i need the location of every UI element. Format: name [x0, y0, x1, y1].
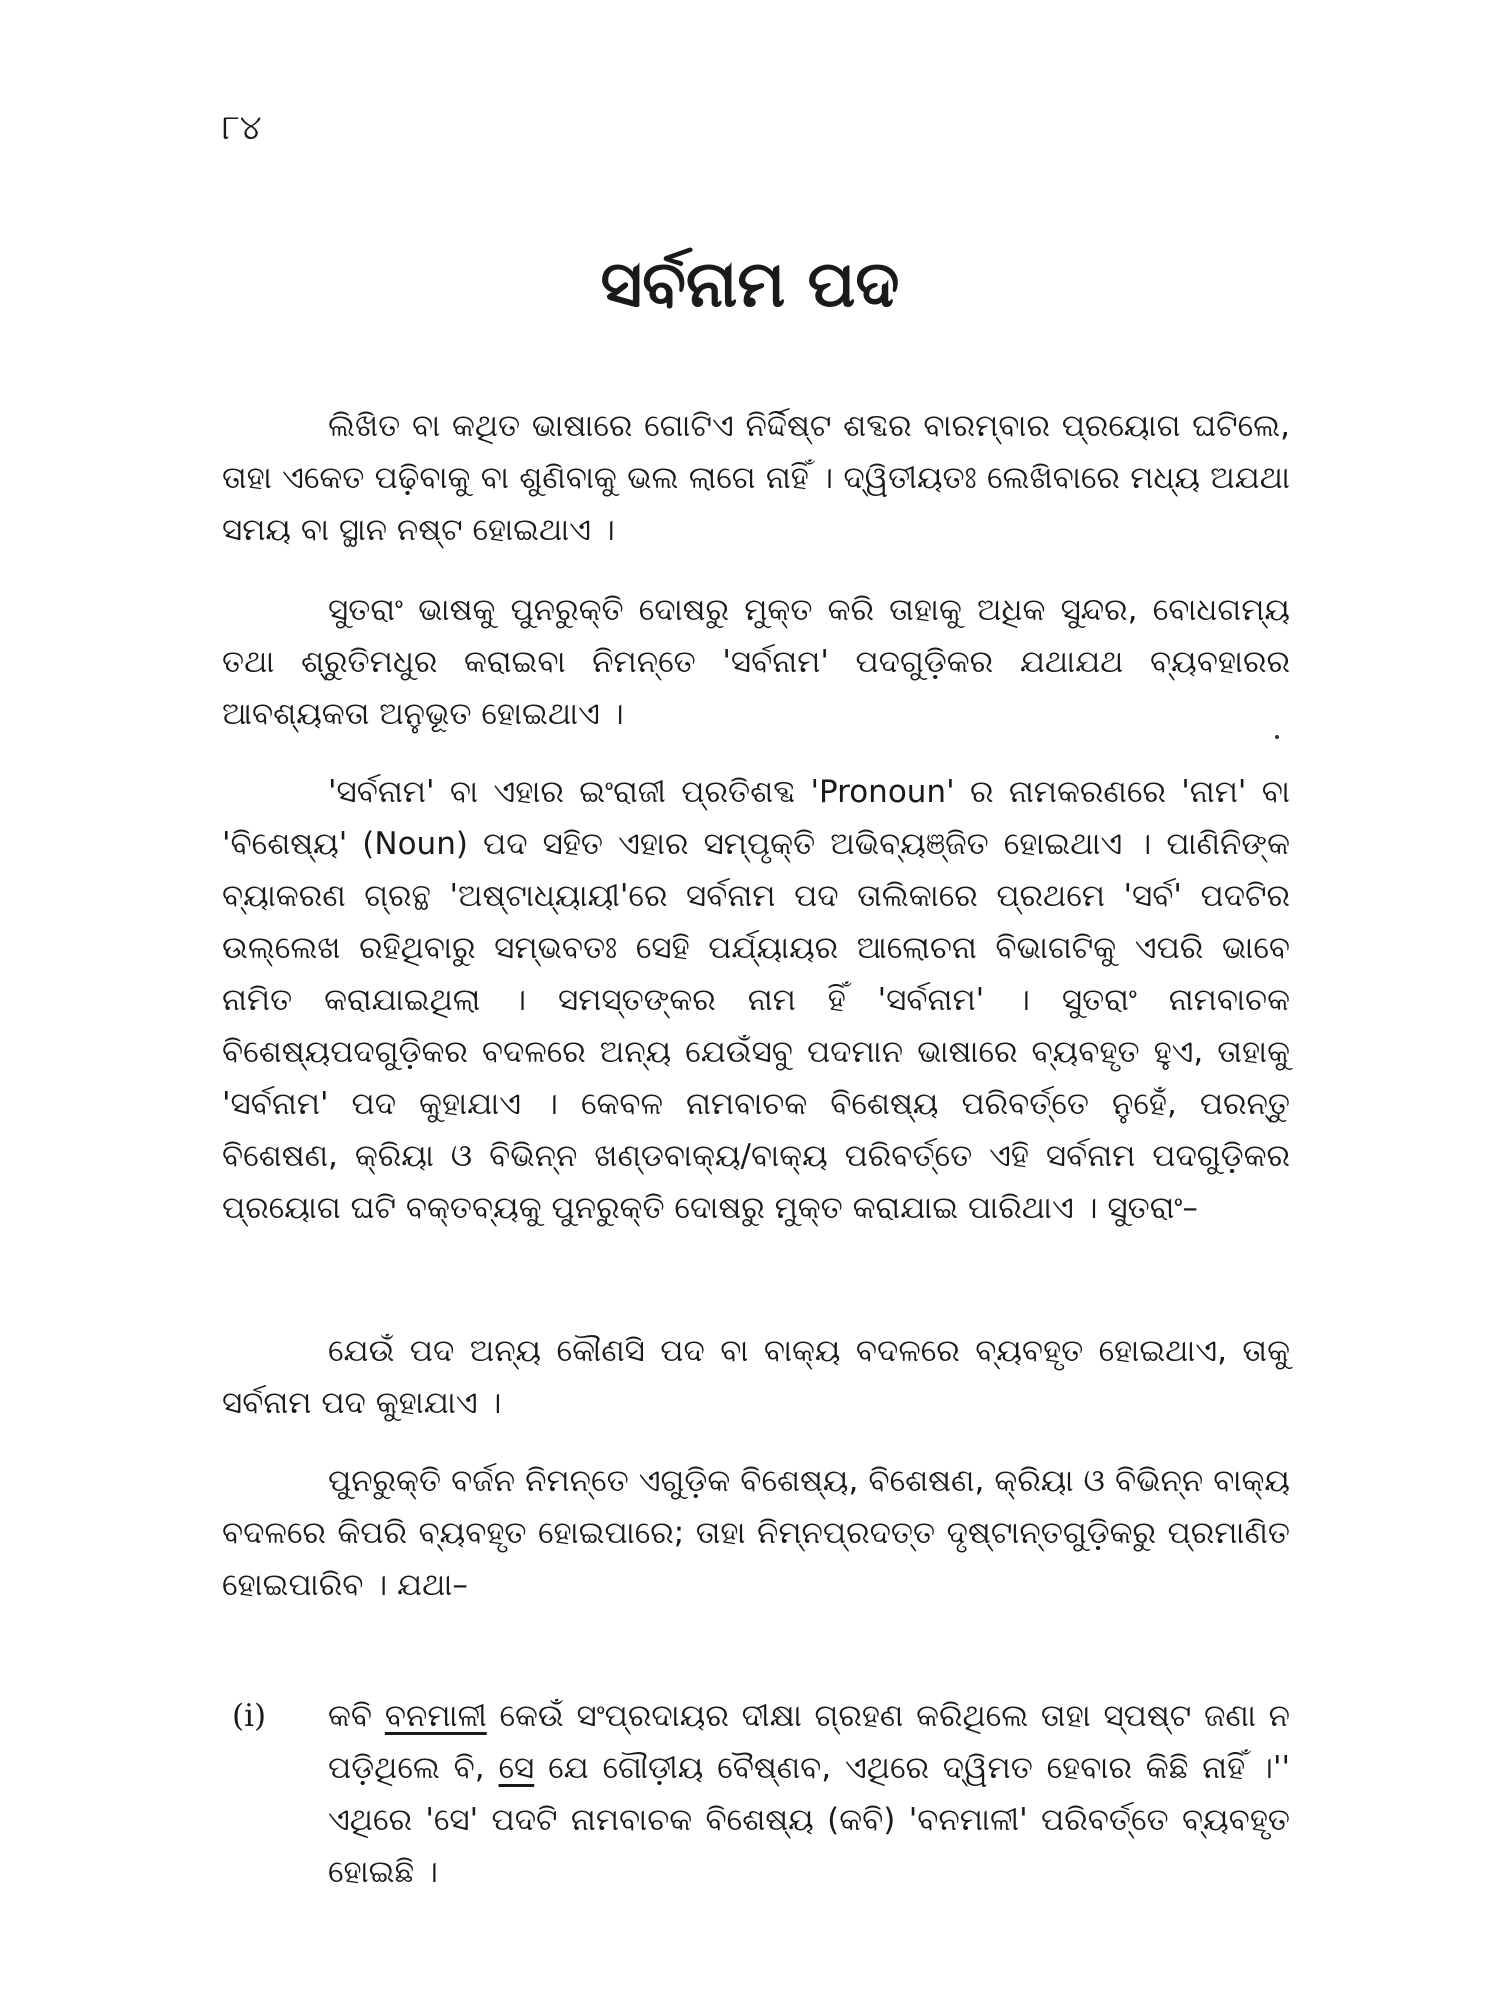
example-text-part2: କେଉଁ ସଂପ୍ରଦାୟର ଦୀକ୍ଷା ଗ୍ରହଣ କରିଥିଲେ ତାହା ସ୍ପଷ୍ଟ ଜଣା ନ ପଡ଼ିଥିଲେ ବି,: [328, 1698, 1291, 1786]
paragraph-3: [222, 766, 1290, 1234]
paragraph-1-text: ଲିଖିତ ବା କଥିତ ଭାଷାରେ ଗୋଟିଏ ନିର୍ଦ୍ଦିଷ୍ଟ ଶବ୍ଦର ବାରମ୍ବାର ପ୍ରୟୋଗ ଘଟିଲେ, ତାହା ଏକେତ ପଢ଼ିବାକୁ ବା ଶୁଣିବାକୁ ଭଲ ଲାଗେ ନାହିଁ । ଦ୍ୱିତୀୟତଃ ଲେଖିବାରେ ମଧ୍ୟ ଅଯଥା ସମୟ ବା ସ୍ଥାନ ନଷ୍ଟ ହୋଇଥାଏ ।: [222, 408, 1290, 548]
paragraph-5-text: ପୁନରୁକ୍ତି ବର୍ଜନ ନିମନ୍ତେ ଏଗୁଡ଼ିକ ବିଶେଷ୍ୟ, ବିଶେଷଣ, କ୍ରିୟା ଓ ବିଭିନ୍ନ ବାକ୍ୟ ବଦଳରେ କିପରି ବ୍ୟବହୃତ ହୋଇପାରେ; ତାହା ନିମ୍ନପ୍ରଦତ୍ତ ଦୃଷ୍ଟାନ୍ତଗୁଡ଼ିକରୁ ପ୍ରମାଣିତ ହୋଇପାରିବ । ଯଥା–: [222, 1463, 1290, 1603]
page-number: ୮୪: [222, 108, 262, 148]
paragraph-1: [222, 400, 1290, 556]
page-title: ସର୍ବନାମ ପଦ: [600, 248, 900, 322]
example-number: (i): [232, 1698, 267, 1734]
example-item: [222, 1690, 1290, 1898]
example-text: [328, 1690, 1290, 1898]
paragraph-5: [222, 1455, 1290, 1611]
example-underlined-pronoun: ସେ: [498, 1750, 535, 1786]
example-text-part1: କବି: [328, 1698, 385, 1734]
example-text-part3: ଯେ ଗୌଡ଼ୀୟ ବୈଷ୍ଣବ, ଏଥିରେ ଦ୍ୱିମତ ହେବାର କିଛି ନାହିଁ ।'' ଏଥିରେ 'ସେ' ପଦଟି ନାମବାଚକ ବିଶେଷ୍ୟ (କବି) 'ବନମାଳୀ' ପରିବର୍ତ୍ତେ ବ୍ୟବହୃତ ହୋଇଛି ।: [328, 1750, 1290, 1890]
example-underlined-noun: ବନମାଳୀ: [384, 1698, 487, 1734]
print-speck: [1275, 735, 1279, 739]
paragraph-3-text: 'ସର୍ବନାମ' ବା ଏହାର ଇଂରାଜୀ ପ୍ରତିଶବ୍ଦ 'Pronoun' ର ନାମକରଣରେ 'ନାମ' ବା 'ବିଶେଷ୍ୟ' (Noun) ପଦ ସହିତ ଏହାର ସମ୍ପୃକ୍ତି ଅଭିବ୍ୟଞ୍ଜିତ ହୋଇଥାଏ । ପାଣିନିଙ୍କ ବ୍ୟାକରଣ ଗ୍ରନ୍ଥ 'ଅଷ୍ଟାଧ୍ୟାୟୀ'ରେ ସର୍ବନାମ ପଦ ତାଲିକାରେ ପ୍ରଥମେ 'ସର୍ବ' ପଦଟିର ଉଲ୍ଲେଖ ରହିଥିବାରୁ ସମ୍ଭବତଃ ସେହି ପର୍ଯ୍ୟାୟର ଆଲୋଚନା ବିଭାଗଟିକୁ ଏପରି ଭାବେ ନାମିତ କରାଯାଇଥିଲା । ସମସ୍ତଙ୍କର ନାମ ହିଁ 'ସର୍ବନାମ' । ସୁତରାଂ ନାମବାଚକ ବିଶେଷ୍ୟପଦଗୁଡ଼ିକର ବଦଳରେ ଅନ୍ୟ ଯେଉଁସବୁ ପଦମାନ ଭାଷାରେ ବ୍ୟବହୃତ ହୁଏ, ତାହାକୁ 'ସର୍ବନାମ' ପଦ କୁହାଯାଏ । କେବଳ ନାମବାଚକ ବିଶେଷ୍ୟ ପରିବର୍ତ୍ତେ ନୁହେଁ, ପରନ୍ତୁ ବିଶେଷଣ, କ୍ରିୟା ଓ ବିଭିନ୍ନ ଖଣ୍ଡବାକ୍ୟ/ବାକ୍ୟ ପରିବର୍ତ୍ତେ ଏହି ସର୍ବନାମ ପଦଗୁଡ଼ିକର ପ୍ରୟୋଗ ଘଟି ବକ୍ତବ୍ୟକୁ ପୁନରୁକ୍ତି ଦୋଷରୁ ମୁକ୍ତ କରାଯାଇ ପାରିଥାଏ । ସୁତରାଂ–: [222, 774, 1290, 1226]
paragraph-2-text: ସୁତରାଂ ଭାଷକୁ ପୁନରୁକ୍ତି ଦୋଷରୁ ମୁକ୍ତ କରି ତାହାକୁ ଅଧିକ ସୁନ୍ଦର, ବୋଧଗମ୍ୟ ତଥା ଶ୍ରୁତିମଧୁର କରାଇବା ନିମନ୍ତେ 'ସର୍ବନାମ' ପଦଗୁଡ଼ିକର ଯଥାଯଥ ବ୍ୟବହାରର ଆବଶ୍ୟକତା ଅନୁଭୂତ ହୋଇଥାଏ ।: [222, 592, 1290, 732]
paragraph-2: [222, 584, 1290, 740]
definition-text: ଯେଉଁ ପଦ ଅନ୍ୟ କୌଣସି ପଦ ବା ବାକ୍ୟ ବଦଳରେ ବ୍ୟବହୃତ ହୋଇଥାଏ, ତାକୁ ସର୍ବନାମ ପଦ କୁହାଯାଏ ।: [222, 1333, 1290, 1421]
definition-paragraph: [222, 1325, 1290, 1429]
